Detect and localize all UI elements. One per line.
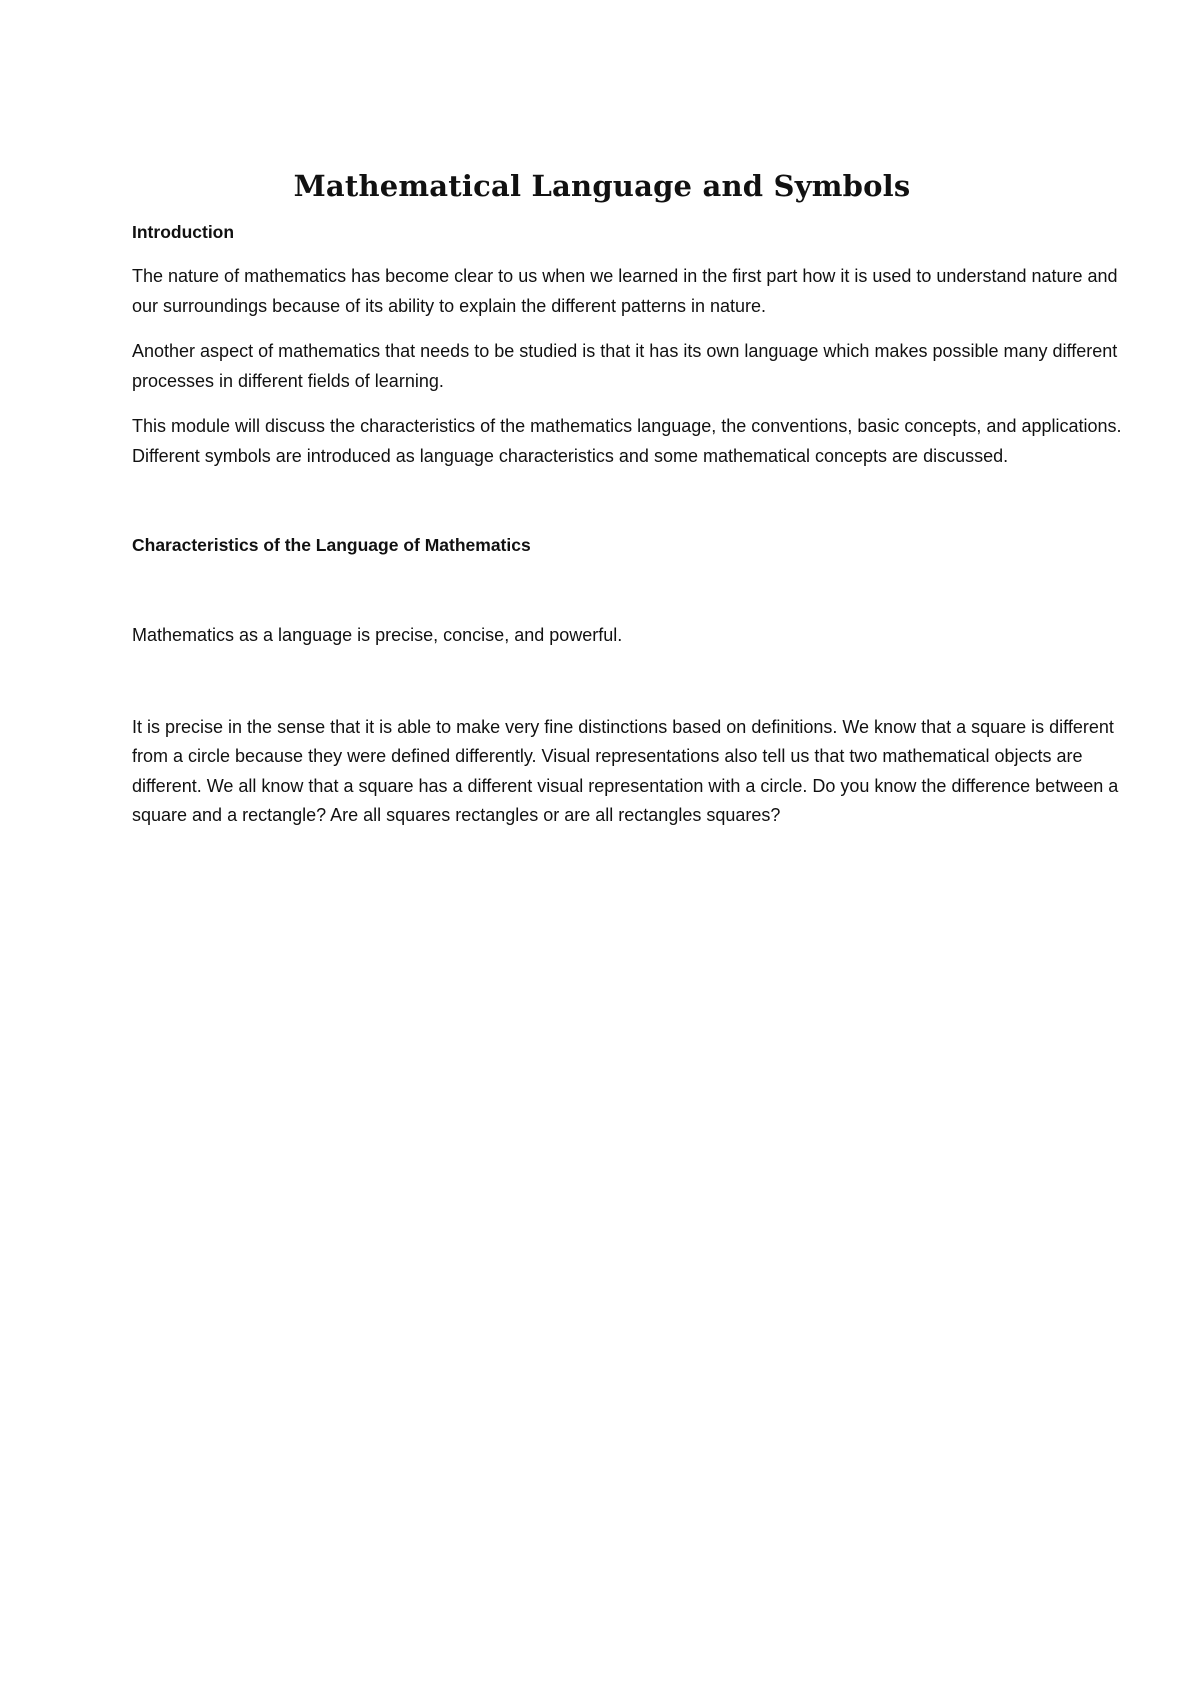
document-title: Mathematical Language and Symbols	[293, 169, 911, 203]
characteristics-paragraph-1: Mathematics as a language is precise, concise, and powerful.	[132, 625, 623, 645]
characteristics-heading: Characteristics of the Language of Mathematics	[132, 535, 531, 555]
introduction-paragraph-3: This module will discuss the characteristics of the mathematics language, the conventions, basic concepts, and applications. Different symbols are introduced as language characteristics and some mathematical concepts are discussed.	[132, 416, 1122, 466]
characteristics-paragraph-2: It is precise in the sense that it is able to make very fine distinctions based on definitions. We know that a square is different from a circle because they were defined differently. Visual representations also tell us that two mathematical objects are different. We all know that a square has a different visual representation with a circle. Do you know the difference between a square and a rectangle? Are all squares rectangles or are all rectangles squares?	[132, 716, 1119, 825]
introduction-paragraph-1: The nature of mathematics has become clear to us when we learned in the first part how it is used to understand nature and our surroundings because of its ability to explain the different patterns in nature.	[132, 266, 1118, 316]
introduction-heading: Introduction	[132, 222, 235, 242]
introduction-paragraph-2: Another aspect of mathematics that needs to be studied is that it has its own language which makes possible many different processes in different fields of learning.	[132, 341, 1118, 391]
